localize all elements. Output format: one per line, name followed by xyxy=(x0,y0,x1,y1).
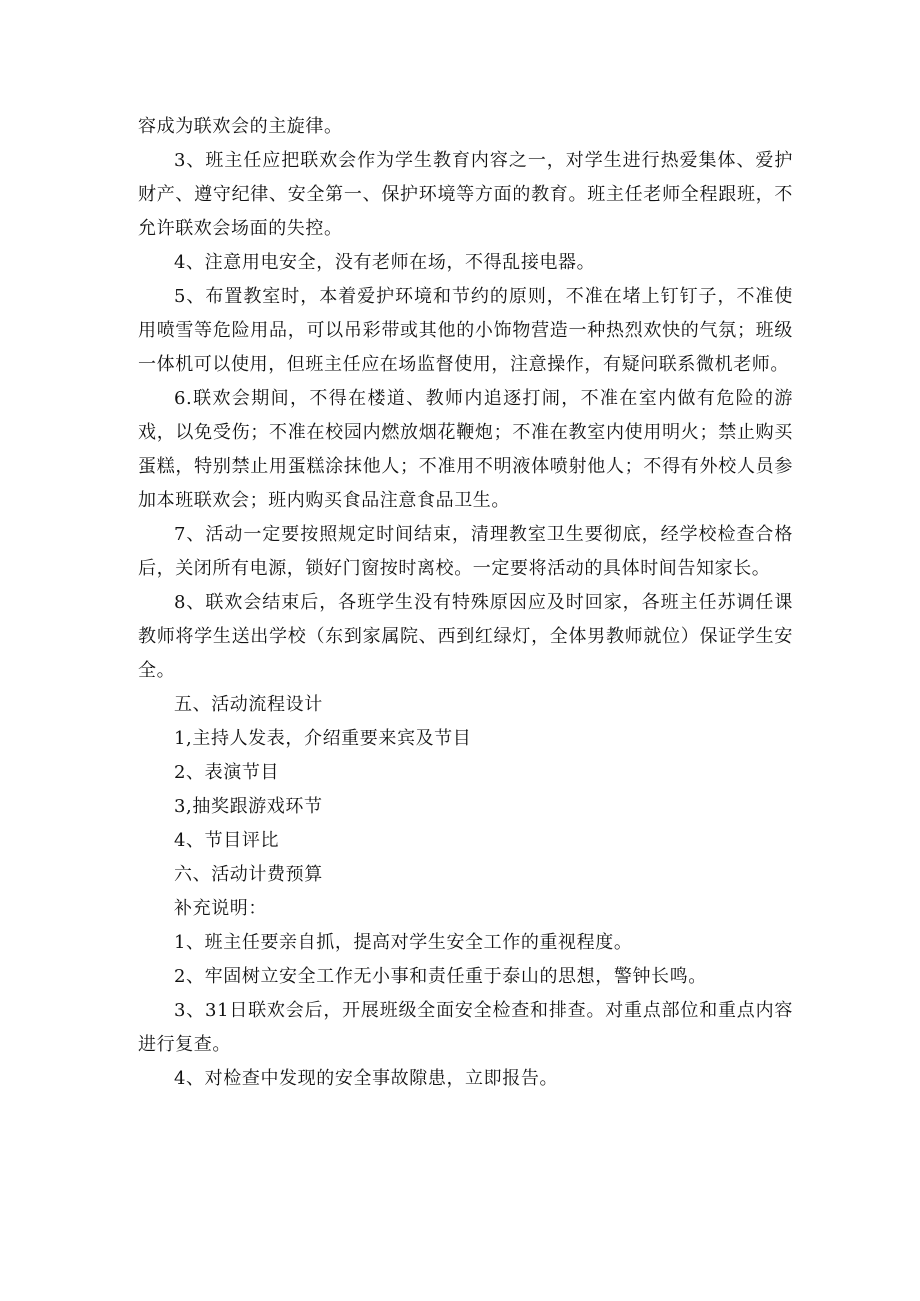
paragraph-rule-7: 7、活动一定要按照规定时间结束，清理教室卫生要彻底，经学校检查合格后，关闭所有电源，锁好门窗按时离校。一定要将活动的具体时间告知家长。 xyxy=(138,524,793,579)
list-item-supplement-3: 3、31日联欢会后，开展班级全面安全检查和排查。对重点部位和重点内容进行复查。 xyxy=(138,1000,793,1055)
document-body xyxy=(138,110,793,1096)
list-item-flow-2: 2、表演节目 xyxy=(174,762,280,783)
paragraph-continuation: 容成为联欢会的主旋律。 xyxy=(138,116,343,137)
section-heading-supplement: 补充说明： xyxy=(174,898,267,919)
list-item-supplement-4: 4、对检查中发现的安全事故隙患，立即报告。 xyxy=(174,1068,559,1089)
list-item-supplement-2: 2、牢固树立安全工作无小事和责任重于泰山的思想，警钟长鸣。 xyxy=(174,966,707,987)
list-item-supplement-1: 1、班主任要亲自抓，提高对学生安全工作的重视程度。 xyxy=(174,932,633,953)
paragraph-rule-5: 5、布置教室时，本着爱护环境和节约的原则，不准在堵上钉钉子，不准使用喷雪等危险用品，可以吊彩带或其他的小饰物营造一种热烈欢快的气氛；班级一体机可以使用，但班主任应在场监督使用，注意操作，有疑问联系微机老师。 xyxy=(138,286,793,375)
list-item-flow-3: 3,抽奖跟游戏环节 xyxy=(174,796,323,817)
paragraph-rule-8: 8、联欢会结束后，各班学生没有特殊原因应及时回家，各班主任苏调任课教师将学生送出学校（东到家属院、西到红绿灯，全体男教师就位）保证学生安全。 xyxy=(138,592,793,681)
list-item-flow-4: 4、节目评比 xyxy=(174,830,280,851)
paragraph-rule-4: 4、注意用电安全，没有老师在场，不得乱接电器。 xyxy=(174,252,596,273)
paragraph-rule-6: 6.联欢会期间，不得在楼道、教师内追逐打闹，不准在室内做有危险的游戏，以免受伤；不准在校园内燃放烟花鞭炮；不准在教室内使用明火；禁止购买蛋糕，特别禁止用蛋糕涂抹他人；不准用不明液体喷射他人；不得有外校人员参加本班联欢会；班内购买食品注意食品卫生。 xyxy=(138,388,793,511)
list-item-flow-1: 1,主持人发表，介绍重要来宾及节目 xyxy=(174,728,472,749)
section-heading-budget: 六、活动计费预算 xyxy=(174,864,323,885)
paragraph-rule-3: 3、班主任应把联欢会作为学生教育内容之一，对学生进行热爱集体、爱护财产、遵守纪律、安全第一、保护环境等方面的教育。班主任老师全程跟班，不允许联欢会场面的失控。 xyxy=(138,150,793,239)
section-heading-activity-flow: 五、活动流程设计 xyxy=(174,694,323,715)
